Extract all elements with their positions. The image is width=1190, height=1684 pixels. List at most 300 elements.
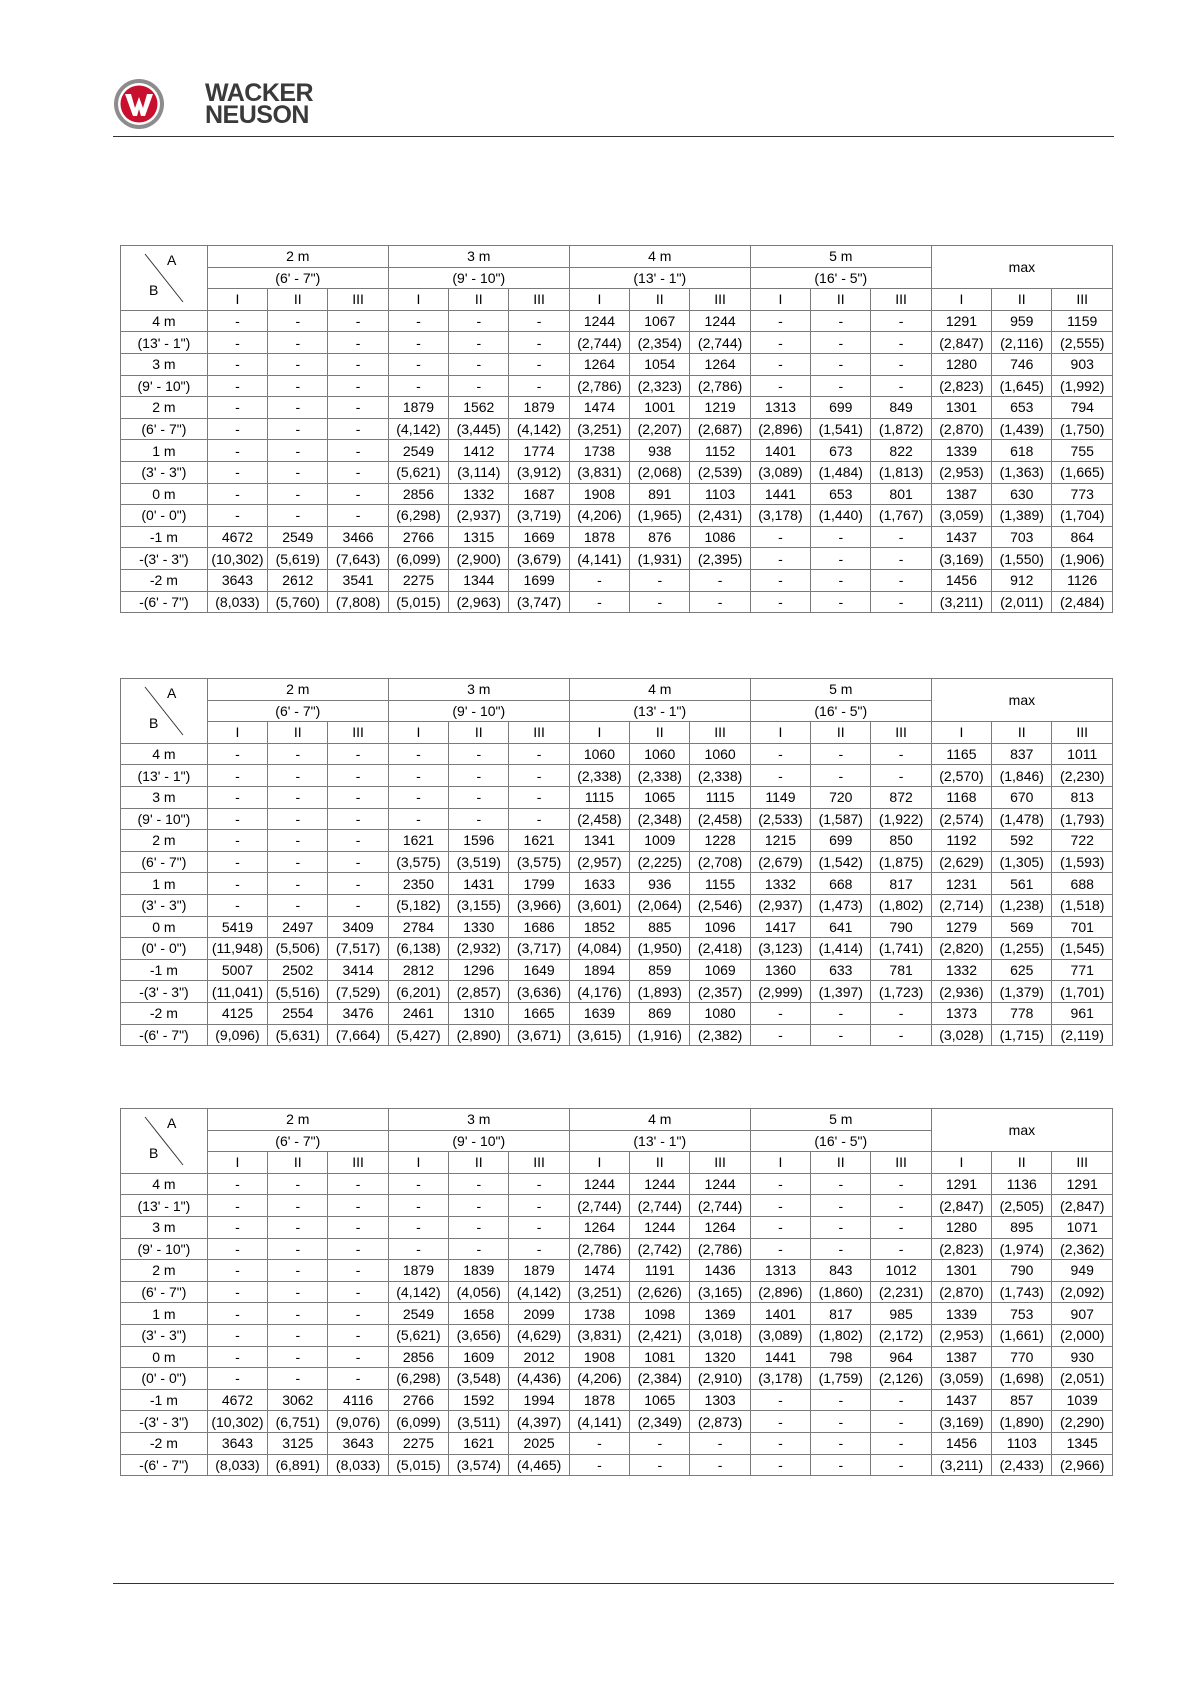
sub-column-header: I [750, 1152, 810, 1174]
load-value-cell: (1,965) [630, 505, 690, 527]
row-height-label: (6' - 7") [121, 1281, 208, 1303]
load-value-cell: - [328, 505, 388, 527]
load-value-cell: 961 [1052, 1002, 1113, 1024]
row-height-label: -(6' - 7") [121, 591, 208, 613]
load-value-cell: (2,890) [449, 1024, 509, 1046]
row-height-label: 1 m [121, 1303, 208, 1325]
load-value-cell: 2554 [268, 1002, 328, 1024]
load-value-cell: (2,744) [630, 1195, 690, 1217]
load-value-cell: - [690, 1454, 750, 1476]
load-value-cell: 850 [871, 830, 931, 852]
load-value-cell: 1373 [931, 1002, 991, 1024]
load-value-cell: 755 [1052, 440, 1113, 462]
load-value-cell: 1296 [449, 959, 509, 981]
load-value-cell: 1291 [931, 1173, 991, 1195]
load-value-cell: 1060 [690, 743, 750, 765]
sub-column-header: III [871, 289, 931, 311]
load-value-cell: - [268, 461, 328, 483]
load-value-cell: - [871, 1432, 931, 1454]
load-value-cell: 1149 [750, 786, 810, 808]
load-value-cell: - [388, 743, 448, 765]
table-row [121, 765, 1113, 787]
load-value-cell: (1,698) [992, 1368, 1052, 1390]
load-value-cell: - [871, 310, 931, 332]
row-height-label: 4 m [121, 310, 208, 332]
load-value-cell: 1894 [569, 959, 629, 981]
load-value-cell: 1291 [1052, 1173, 1113, 1195]
header-row-sub-columns [121, 289, 1113, 311]
load-value-cell: 1879 [509, 397, 569, 419]
load-value-cell: (2,679) [750, 851, 810, 873]
corner-label-b: B [149, 1145, 159, 1161]
load-value-cell: 720 [811, 786, 871, 808]
load-value-cell: (2,847) [931, 1195, 991, 1217]
load-value-cell: 1192 [931, 830, 991, 852]
load-value-cell: - [388, 1216, 448, 1238]
load-value-cell: 1264 [690, 1216, 750, 1238]
load-value-cell: (2,932) [449, 938, 509, 960]
row-height-label: 1 m [121, 873, 208, 895]
load-value-cell: - [871, 1216, 931, 1238]
load-value-cell: - [750, 1024, 810, 1046]
load-value-cell: (2,348) [630, 808, 690, 830]
load-value-cell: 849 [871, 397, 931, 419]
load-value-cell: - [328, 310, 388, 332]
load-value-cell: 778 [992, 1002, 1052, 1024]
load-value-cell: 1699 [509, 569, 569, 591]
table-row [121, 808, 1113, 830]
load-value-cell: (2,092) [1052, 1281, 1113, 1303]
load-value-cell: - [268, 1324, 328, 1346]
load-value-cell: 1191 [630, 1260, 690, 1282]
load-value-cell: 790 [992, 1260, 1052, 1282]
load-value-cell: 959 [992, 310, 1052, 332]
load-value-cell: 857 [992, 1389, 1052, 1411]
load-value-cell: 1687 [509, 483, 569, 505]
load-value-cell: (3,178) [750, 505, 810, 527]
load-value-cell: - [207, 1281, 267, 1303]
table-row [121, 1281, 1113, 1303]
load-value-cell: 4672 [207, 526, 267, 548]
load-value-cell: 1686 [509, 916, 569, 938]
load-value-cell: 5007 [207, 959, 267, 981]
sub-column-header: II [811, 1152, 871, 1174]
row-height-label: (0' - 0") [121, 1368, 208, 1390]
load-value-cell: (2,823) [931, 375, 991, 397]
load-value-cell: (3,601) [569, 894, 629, 916]
load-value-cell: (4,176) [569, 981, 629, 1003]
sub-column-header: I [569, 289, 629, 311]
load-value-cell: 876 [630, 526, 690, 548]
table-row [121, 1216, 1113, 1238]
load-value-cell: (1,846) [992, 765, 1052, 787]
load-value-cell: 618 [992, 440, 1052, 462]
load-value-cell: 753 [992, 1303, 1052, 1325]
load-value-cell: (2,953) [931, 1324, 991, 1346]
load-value-cell: 1081 [630, 1346, 690, 1368]
load-value-cell: (3,123) [750, 938, 810, 960]
load-value-cell: 964 [871, 1346, 931, 1368]
table-row [121, 397, 1113, 419]
load-value-cell: 1313 [750, 1260, 810, 1282]
load-value-cell: 1339 [931, 1303, 991, 1325]
sub-column-header: III [871, 722, 931, 744]
load-value-cell: (2,742) [630, 1238, 690, 1260]
load-value-cell: - [750, 1216, 810, 1238]
load-value-cell: 1387 [931, 483, 991, 505]
sub-column-header: II [268, 289, 328, 311]
load-value-cell: - [750, 1173, 810, 1195]
load-value-cell: (5,015) [388, 1454, 448, 1476]
load-value-cell: (1,974) [992, 1238, 1052, 1260]
load-value-cell: - [268, 1195, 328, 1217]
load-value-cell: - [509, 786, 569, 808]
load-value-cell: (3,831) [569, 1324, 629, 1346]
load-value-cell: 891 [630, 483, 690, 505]
load-value-cell: - [871, 569, 931, 591]
load-value-cell: - [509, 1238, 569, 1260]
load-value-cell: 1012 [871, 1260, 931, 1282]
sub-column-header: I [388, 1152, 448, 1174]
load-value-cell: 1315 [449, 526, 509, 548]
load-value-cell: (8,033) [328, 1454, 388, 1476]
load-value-cell: - [509, 743, 569, 765]
table-row [121, 830, 1113, 852]
load-value-cell: (6,751) [268, 1411, 328, 1433]
load-value-cell: - [328, 1216, 388, 1238]
load-value-cell: - [509, 765, 569, 787]
load-value-cell: (2,786) [569, 375, 629, 397]
load-value-cell: - [388, 786, 448, 808]
load-value-cell: - [811, 591, 871, 613]
load-value-cell: 699 [811, 397, 871, 419]
load-value-cell: - [207, 1173, 267, 1195]
load-value-cell: - [268, 353, 328, 375]
load-value-cell: 1228 [690, 830, 750, 852]
load-value-cell: (1,661) [992, 1324, 1052, 1346]
load-value-cell: (1,715) [992, 1024, 1052, 1046]
corner-cell [121, 246, 208, 311]
header-divider [113, 136, 1114, 137]
load-value-cell: (1,922) [871, 808, 931, 830]
load-value-cell: - [509, 332, 569, 354]
table-row [121, 310, 1113, 332]
load-value-cell: 1244 [690, 1173, 750, 1195]
load-value-cell: - [871, 1173, 931, 1195]
load-value-cell: 1244 [630, 1173, 690, 1195]
load-value-cell: 1264 [569, 1216, 629, 1238]
load-value-cell: (1,743) [992, 1281, 1052, 1303]
load-value-cell: (3,178) [750, 1368, 810, 1390]
sub-column-header: I [931, 1152, 991, 1174]
load-value-cell: (1,750) [1052, 418, 1113, 440]
row-height-label: -2 m [121, 1002, 208, 1024]
row-height-label: (9' - 10") [121, 375, 208, 397]
load-value-cell: (7,664) [328, 1024, 388, 1046]
load-value-cell: 1621 [509, 830, 569, 852]
load-value-cell: - [750, 569, 810, 591]
load-value-cell: 859 [630, 959, 690, 981]
load-value-cell: (1,813) [871, 461, 931, 483]
load-value-cell: - [268, 808, 328, 830]
load-value-cell: 1878 [569, 526, 629, 548]
load-value-cell: (2,546) [690, 894, 750, 916]
corner-label-a: A [167, 685, 177, 701]
load-value-cell: - [811, 743, 871, 765]
load-value-cell: (4,465) [509, 1454, 569, 1476]
load-value-cell: (1,379) [992, 981, 1052, 1003]
load-value-cell: (1,893) [630, 981, 690, 1003]
load-value-cell: (2,936) [931, 981, 991, 1003]
load-value-cell: - [388, 353, 448, 375]
load-value-cell: (2,539) [690, 461, 750, 483]
load-value-cell: (3,089) [750, 461, 810, 483]
load-value-cell: 1096 [690, 916, 750, 938]
load-value-cell: - [207, 332, 267, 354]
load-value-cell: 1060 [630, 743, 690, 765]
load-value-cell: (2,857) [449, 981, 509, 1003]
sub-column-header: III [328, 722, 388, 744]
load-value-cell: - [509, 310, 569, 332]
load-value-cell: 770 [992, 1346, 1052, 1368]
load-value-cell: - [871, 375, 931, 397]
load-value-cell: 798 [811, 1346, 871, 1368]
diagonal-divider-icon [121, 246, 207, 309]
load-value-cell: - [750, 591, 810, 613]
load-value-cell: - [268, 483, 328, 505]
load-value-cell: (2,555) [1052, 332, 1113, 354]
table-row [121, 461, 1113, 483]
table-row [121, 526, 1113, 548]
load-value-cell: (2,820) [931, 938, 991, 960]
load-value-cell: 1441 [750, 1346, 810, 1368]
load-value-cell: - [207, 505, 267, 527]
load-value-cell: - [268, 786, 328, 808]
sub-column-header: III [509, 722, 569, 744]
table-row [121, 873, 1113, 895]
load-value-cell: - [811, 1024, 871, 1046]
load-value-cell: (7,529) [328, 981, 388, 1003]
load-value-cell: 2461 [388, 1002, 448, 1024]
load-value-cell: (1,541) [811, 418, 871, 440]
load-value-cell: - [328, 440, 388, 462]
load-value-cell: - [268, 894, 328, 916]
diagonal-divider-icon [121, 1109, 207, 1172]
corner-label-b: B [149, 715, 159, 731]
load-value-cell: 1852 [569, 916, 629, 938]
row-height-label: (9' - 10") [121, 1238, 208, 1260]
load-value-cell: (7,643) [328, 548, 388, 570]
load-value-cell: - [871, 1454, 931, 1476]
row-height-label: 3 m [121, 786, 208, 808]
load-value-cell: 1339 [931, 440, 991, 462]
load-value-cell: 843 [811, 1260, 871, 1282]
load-value-cell: 3409 [328, 916, 388, 938]
header-row-distance-metric [121, 246, 1113, 268]
load-value-cell: - [750, 526, 810, 548]
load-value-cell: (10,302) [207, 1411, 267, 1433]
load-value-cell: - [449, 332, 509, 354]
load-value-cell: 1264 [690, 353, 750, 375]
load-value-cell: - [449, 743, 509, 765]
page-header [113, 76, 1113, 140]
load-value-cell: 1071 [1052, 1216, 1113, 1238]
load-value-cell: (2,957) [569, 851, 629, 873]
load-value-cell: (4,056) [449, 1281, 509, 1303]
load-value-cell: - [388, 808, 448, 830]
load-value-cell: (4,206) [569, 505, 629, 527]
load-value-cell: (2,708) [690, 851, 750, 873]
load-value-cell: 1633 [569, 873, 629, 895]
sub-column-header: II [449, 1152, 509, 1174]
load-value-cell: 1799 [509, 873, 569, 895]
load-value-cell: (4,397) [509, 1411, 569, 1433]
load-value-cell: 1669 [509, 526, 569, 548]
load-value-cell: 1231 [931, 873, 991, 895]
load-value-cell: (3,636) [509, 981, 569, 1003]
load-value-cell: - [207, 786, 267, 808]
load-value-cell: (3,028) [931, 1024, 991, 1046]
load-value-cell: 1330 [449, 916, 509, 938]
table-row [121, 1346, 1113, 1368]
row-height-label: (6' - 7") [121, 851, 208, 873]
load-value-cell: 1387 [931, 1346, 991, 1368]
load-value-cell: (2,966) [1052, 1454, 1113, 1476]
load-value-cell: 1738 [569, 440, 629, 462]
row-height-label: -(6' - 7") [121, 1454, 208, 1476]
load-value-cell: (5,619) [268, 548, 328, 570]
load-value-cell: (1,238) [992, 894, 1052, 916]
table-row [121, 1411, 1113, 1433]
row-height-label: (13' - 1") [121, 332, 208, 354]
load-value-cell: (2,126) [871, 1368, 931, 1390]
load-value-cell: (2,847) [931, 332, 991, 354]
load-value-cell: (2,354) [630, 332, 690, 354]
load-value-cell: (2,570) [931, 765, 991, 787]
load-value-cell: - [388, 310, 448, 332]
load-value-cell: 2502 [268, 959, 328, 981]
load-value-cell: (2,896) [750, 1281, 810, 1303]
load-value-cell: 822 [871, 440, 931, 462]
load-value-cell: (4,084) [569, 938, 629, 960]
load-value-cell: 1437 [931, 526, 991, 548]
load-value-cell: (5,631) [268, 1024, 328, 1046]
load-value-cell: 4125 [207, 1002, 267, 1024]
load-value-cell: 2099 [509, 1303, 569, 1325]
load-value-cell: 1279 [931, 916, 991, 938]
load-value-cell: - [268, 1281, 328, 1303]
load-value-cell: - [509, 1195, 569, 1217]
table-row [121, 1454, 1113, 1476]
load-value-cell: (1,414) [811, 938, 871, 960]
brand-line-1: WACKER [205, 79, 314, 107]
load-value-cell: - [811, 1432, 871, 1454]
load-value-cell: - [509, 353, 569, 375]
load-value-cell: (1,518) [1052, 894, 1113, 916]
load-value-cell: - [207, 1346, 267, 1368]
load-value-cell: - [811, 548, 871, 570]
load-value-cell: - [811, 569, 871, 591]
load-value-cell: 1065 [630, 1389, 690, 1411]
load-value-cell: - [328, 1303, 388, 1325]
load-value-cell: - [449, 1173, 509, 1195]
load-value-cell: 670 [992, 786, 1052, 808]
load-value-cell: (2,714) [931, 894, 991, 916]
load-value-cell: (5,506) [268, 938, 328, 960]
table-row [121, 1002, 1113, 1024]
load-value-cell: - [811, 1216, 871, 1238]
table-row [121, 743, 1113, 765]
load-value-cell: - [207, 1216, 267, 1238]
load-value-cell: - [268, 332, 328, 354]
load-value-cell: (1,593) [1052, 851, 1113, 873]
load-value-cell: - [750, 1002, 810, 1024]
load-value-cell: 1908 [569, 483, 629, 505]
load-table-1 [120, 245, 1113, 613]
load-table-2 [120, 678, 1113, 1046]
load-value-cell: (11,948) [207, 938, 267, 960]
load-value-cell: (1,704) [1052, 505, 1113, 527]
load-value-cell: (2,290) [1052, 1411, 1113, 1433]
load-value-cell: - [871, 1411, 931, 1433]
row-height-label: 2 m [121, 1260, 208, 1282]
load-value-cell: - [690, 1432, 750, 1454]
load-value-cell: - [750, 310, 810, 332]
load-value-cell: (6,138) [388, 938, 448, 960]
column-group-metric: 4 m [569, 1109, 750, 1131]
corner-cell [121, 1109, 208, 1174]
header-row-distance-metric [121, 679, 1113, 701]
load-value-cell: - [207, 1238, 267, 1260]
load-value-cell: (2,786) [690, 1238, 750, 1260]
sub-column-header: II [992, 1152, 1052, 1174]
table-row [121, 548, 1113, 570]
load-value-cell: 1215 [750, 830, 810, 852]
load-value-cell: - [207, 873, 267, 895]
load-value-cell: - [328, 1195, 388, 1217]
sub-column-header: III [690, 1152, 750, 1174]
load-value-cell: 625 [992, 959, 1052, 981]
load-value-cell: (2,574) [931, 808, 991, 830]
load-value-cell: - [811, 310, 871, 332]
row-height-label: 2 m [121, 397, 208, 419]
sub-column-header: II [992, 289, 1052, 311]
load-value-cell: - [268, 1346, 328, 1368]
load-value-cell: - [750, 1454, 810, 1476]
load-value-cell: 938 [630, 440, 690, 462]
table-row [121, 591, 1113, 613]
load-value-cell: 1280 [931, 1216, 991, 1238]
row-height-label: (0' - 0") [121, 938, 208, 960]
load-value-cell: 1080 [690, 1002, 750, 1024]
load-value-cell: 1165 [931, 743, 991, 765]
load-value-cell: - [871, 765, 931, 787]
column-group-max: max [931, 246, 1112, 289]
load-value-cell: - [811, 375, 871, 397]
load-value-cell: (4,436) [509, 1368, 569, 1390]
load-value-cell: 2766 [388, 1389, 448, 1411]
load-value-cell: - [207, 1195, 267, 1217]
load-value-cell: - [871, 1238, 931, 1260]
table-row [121, 353, 1113, 375]
load-value-cell: 1412 [449, 440, 509, 462]
load-value-cell: 813 [1052, 786, 1113, 808]
load-value-cell: 746 [992, 353, 1052, 375]
load-value-cell: 1313 [750, 397, 810, 419]
load-value-cell: 2012 [509, 1346, 569, 1368]
load-value-cell: (4,142) [509, 418, 569, 440]
load-value-cell: (9,076) [328, 1411, 388, 1433]
